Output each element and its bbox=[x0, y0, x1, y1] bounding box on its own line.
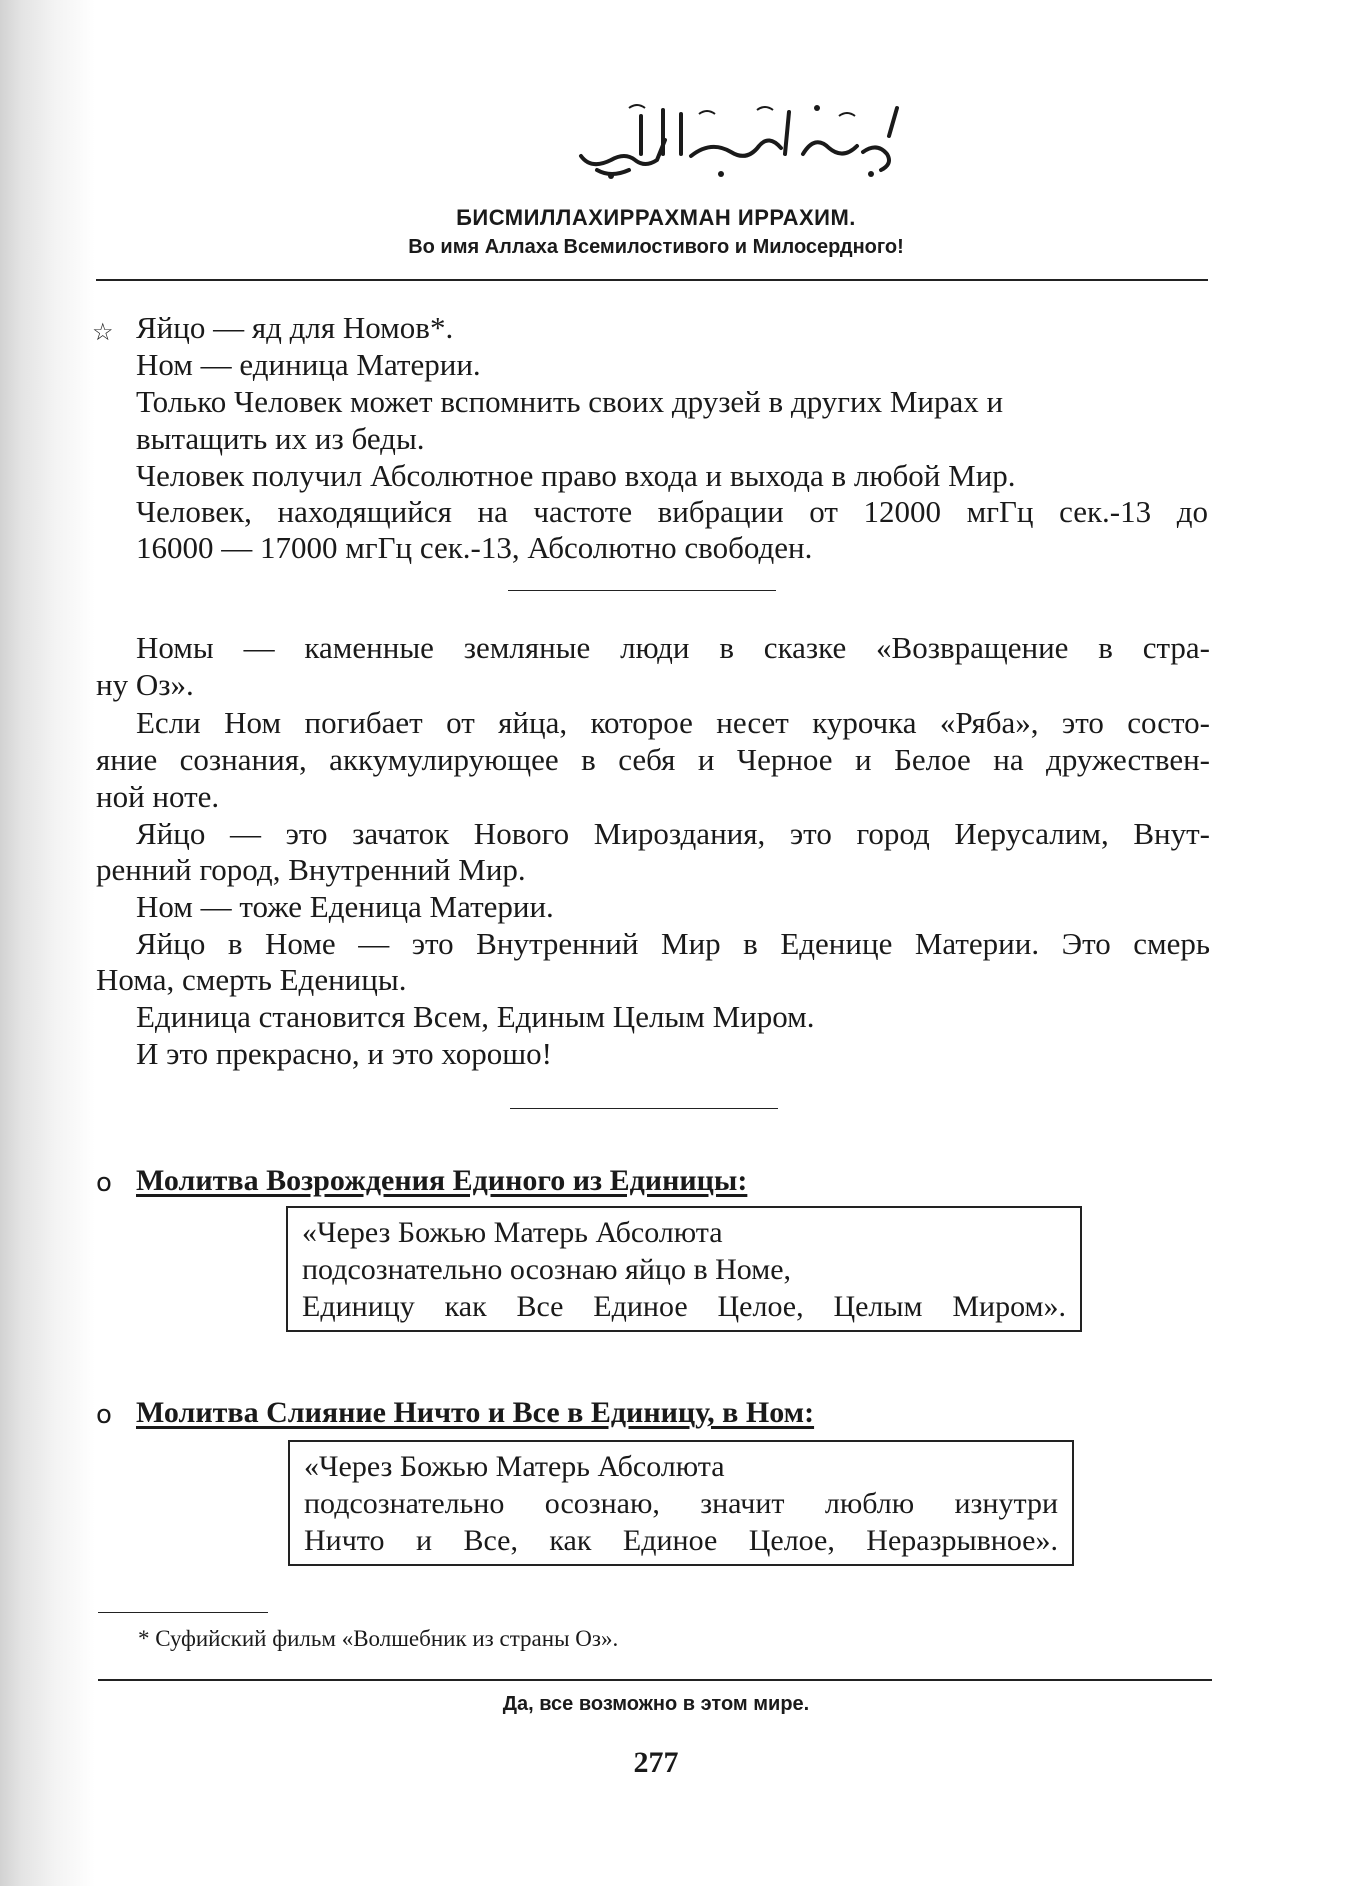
bismillah-translation: Во имя Аллаха Всемилостивого и Милосердного! bbox=[408, 236, 904, 258]
text-line: Если Ном погибает от яйца, которое несет курочка «Ряба», это состо- bbox=[136, 705, 1210, 740]
prayer-box bbox=[286, 1206, 1082, 1332]
prayer-title: Молитва Возрождения Единого из Единицы: bbox=[136, 1164, 748, 1197]
text-line: ну Оз». bbox=[96, 667, 194, 702]
bismillah-calligraphy bbox=[571, 96, 911, 184]
section-divider bbox=[508, 590, 776, 591]
text-line: Яйцо в Номе — это Внутренний Мир в Еденице Материи. Это смерь bbox=[136, 926, 1210, 961]
text-line: И это прекрасно, и это хорошо! bbox=[136, 1036, 552, 1071]
prayer-line: подсознательно осознаю, значит люблю изнутри bbox=[304, 1487, 1058, 1520]
text-line: Номы — каменные земляные люди в сказке «Возвращение в стра- bbox=[136, 630, 1210, 665]
section-divider bbox=[510, 1108, 778, 1109]
running-footer: Да, все возможно в этом мире. bbox=[502, 1693, 810, 1715]
text-line: 16000 — 17000 мгГц сек.-13, Абсолютно свободен. bbox=[136, 530, 813, 565]
footer-divider bbox=[98, 1679, 1212, 1681]
text-line: Человек получил Абсолютное право входа и выхода в любой Мир. bbox=[136, 458, 1016, 493]
footnote: * Суфийский фильм «Волшебник из страны Оз». bbox=[138, 1626, 619, 1651]
text-line: яние сознания, аккумулирующее в себя и Черное и Белое на дружествен- bbox=[96, 742, 1210, 777]
text-line: Нома, смерть Еденицы. bbox=[96, 962, 407, 997]
prayer-title: Молитва Слияние Ничто и Все в Единицу, в Ном: bbox=[136, 1396, 815, 1429]
text-line: Единица становится Всем, Единым Целым Миром. bbox=[136, 999, 815, 1034]
prayer-line: Единицу как Все Единое Целое, Целым Миром». bbox=[302, 1290, 1066, 1323]
text-line: Только Человек может вспомнить своих друзей в других Мирах и bbox=[136, 384, 1004, 419]
header-divider bbox=[96, 279, 1208, 281]
text-line: вытащить их из беды. bbox=[136, 421, 425, 456]
circle-bullet-icon: o bbox=[96, 1168, 112, 1198]
text-line: ренний город, Внутренний Мир. bbox=[96, 852, 526, 887]
circle-bullet-icon: o bbox=[96, 1400, 112, 1430]
text-line: Яйцо — это зачаток Нового Мироздания, это город Иерусалим, Внут- bbox=[136, 816, 1210, 851]
text-line: Человек, находящийся на частоте вибрации от 12000 мгГц сек.-13 до bbox=[136, 494, 1208, 529]
text-line: Ном — единица Материи. bbox=[136, 347, 481, 382]
bismillah-heading: БИСМИЛЛАХИРРАХМАН ИРРАХИМ. bbox=[456, 205, 856, 230]
star-icon: ☆ bbox=[92, 320, 114, 346]
prayer-line: «Через Божью Матерь Абсолюта bbox=[304, 1450, 725, 1483]
footnote-divider bbox=[98, 1612, 268, 1613]
prayer-line: подсознательно осознаю яйцо в Номе, bbox=[302, 1253, 792, 1286]
prayer-line: Ничто и Все, как Единое Целое, Неразрывное». bbox=[304, 1524, 1058, 1557]
text-line: ной ноте. bbox=[96, 779, 220, 814]
page-number: 277 bbox=[633, 1746, 679, 1779]
text-line: Яйцо — яд для Номов*. bbox=[136, 310, 454, 345]
prayer-line: «Через Божью Матерь Абсолюта bbox=[302, 1216, 723, 1249]
prayer-box bbox=[288, 1440, 1074, 1566]
text-line: Ном — тоже Еденица Материи. bbox=[136, 889, 554, 924]
